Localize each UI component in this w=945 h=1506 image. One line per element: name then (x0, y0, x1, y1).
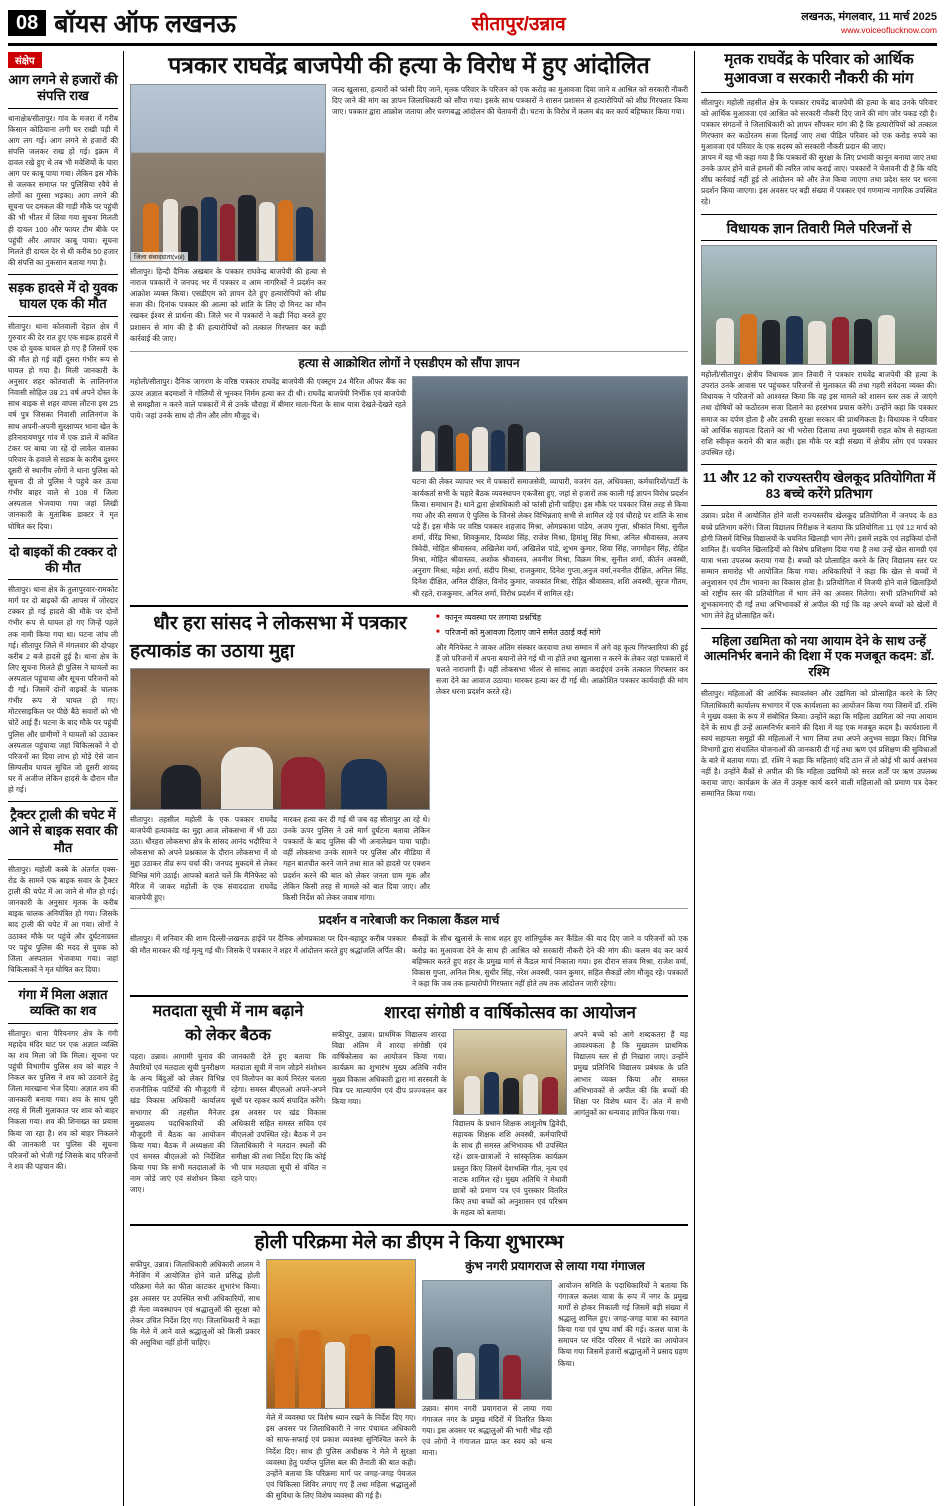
brief-text: सीतापुर। महोली कस्बे के अंतर्गत एक्स-रोड के सामने एक बाइक सवार के ट्रैक्टर ट्राली की चपेट में आ जाने से मौत हो गई। जानकारी के अनुसार मृतक के करीब बाइक चालक अनियंत्रित हो गया। जिसके बाद ट्राली की चपेट में आ गया। लोगों ने उठाकर मौके पर पहुंचे और दुर्घटनाग्रस्त पर पहुंच पुलिस की मदद से युवक को जिला अस्पताल भेजवाया गया। जहां चिकित्सकों ने मृत घोषित कर दिया। (8, 864, 118, 974)
right-top-text1: सीतापुर। महोली तहसील क्षेत्र के पत्रकार राघवेंद्र बाजपेयी की हत्या के बाद उनके परिवार को आर्थिक मुआवजा एवं आश्रित को सरकारी नौकरी दिए जाने की मांग जोर पकड़ रही है। पत्रकार संगठनों ने जिलाधिकारी को ज्ञापन सौंपकर मांग की है कि हत्यारोपियों को तत्काल गिरफ्तार कर कठोरतम सजा दिलाई जाए तथा पीड़ित परिवार को एक करोड़ रुपये का मुआवजा एवं परिवार के एक सदस्य को सरकारी नौकरी प्रदान की जाए। (701, 97, 937, 151)
third-right (436, 612, 688, 903)
eighth-photo (422, 1280, 552, 1400)
third-photo (130, 668, 430, 810)
right-fourth-headline: महिला उद्यमिता को नया आयाम देने के साथ उन्हें आत्मनिर्भर बनाने की दिशा में एक मजबूत कदम: डॉ. रश्मि (701, 634, 937, 685)
fifth-col2: जानकारी देते हुए बताया कि मतदाता सूची में नाम जोड़ने संशोधन एवं विलोपन का कार्य निरंतर चलता रहेगा। समस्त बीएलओ अपने-अपने बूथों पर रहकर कार्य संपादित करेंगे। इस अवसर पर खंड विकास अधिकारी सहित समस्त सचिव एवं बीएलओ उपस्थित रहे। बैठक में उन जिलाधिकारी ने मतदान स्थलों की समीक्षा की तथा निर्देश दिए कि कोई भी पात्र मतदाता सूची से वंचित न रहने पाए। (231, 1052, 326, 1184)
sixth-story (332, 1002, 688, 1218)
right-third-text: उन्नाव। प्रदेश में आयोजित होने वाली राज्यस्तरीय खेलकूद प्रतियोगिता में जनपद के 83 बच्चे प्रतिभाग करेंगे। जिला विद्यालय निरीक्षक ने बताया कि प्रतियोगिता 11 एवं 12 मार्च को होगी जिसमें विभिन्न विद्यालयों के चयनित खिलाड़ी भाग लेंगे। इसमें लड़के एवं लड़कियां दोनों शामिल हैं। चयनित खिलाड़ियों को विशेष प्रशिक्षण दिया गया है तथा उन्हें खेल सामग्री एवं यात्रा भत्ता उपलब्ध कराया गया है। बच्चों को प्रोत्साहित करने के लिए विद्यालय स्तर पर सम्मान समारोह भी आयोजित किया गया। अधिकारियों ने कहा कि खेल से बच्चों में अनुशासन एवं टीम भावना का विकास होता है। प्रतियोगिता में विजयी होने वाले खिलाड़ियों को राष्ट्रीय स्तर की प्रतियोगिता में भाग लेने का अवसर मिलेगा। सभी प्रतिभागियों को शुभकामनाएं दी गईं तथा अभिभावकों से अपील की गई कि वह अपने बच्चों को खेलों में भाग लेने हेतु प्रोत्साहित करें। (701, 511, 937, 621)
page-columns (8, 51, 937, 1506)
brief-headline: आग लगने से हजारों की संपत्ति राख (8, 72, 118, 109)
brief-item (8, 72, 118, 268)
seventh-headline: होली परिक्रमा मेले का डीएम ने किया शुभारम्भ (254, 1232, 564, 1254)
fourth-headline: प्रदर्शन व नारेबाजी कर निकाला कैंडल मार्च (318, 912, 500, 927)
dateline: लखनऊ, मंगलवार, 11 मार्च 2025 (801, 10, 937, 23)
brief-item (8, 807, 118, 975)
brief-item (8, 544, 118, 796)
paper-name: बॉयस ऑफ लखनऊ (54, 10, 237, 38)
second-photo (412, 376, 688, 472)
sixth-col3: अपने बच्चे को आगे शब्दकतरा हैं यह आवश्यकता है कि मुख्यतम प्राथमिक विद्यालय स्तर से ही निखारा जाए। उन्होंने प्रमुख प्रतिनिधि विद्यालय प्रबंधक के प्रति आभार व्यक्त किया और समस्त अभिभावकों से अपील की कि बच्चों की शिक्षा पर विशेष ध्यान दें। अंत में सभी आगंतुकों का धन्यवाद ज्ञापित किया गया। (573, 1030, 689, 1117)
fourth-body (130, 913, 688, 989)
left-brief-column (8, 51, 124, 1506)
seventh-photo (266, 1259, 416, 1409)
brief-text: सीतापुर। थाना पैरियनगर क्षेत्र के गंगी महादेव मंदिर घाट पर एक अज्ञात व्यक्ति का शव मिला जो कि मिला। सूचना पर पहुंची विभागीय पुलिस शव को बाहर ने निकल कर पुलिस ने शव को उठवाने हेतु जिला मारखाना भेज दिया। अज्ञात शव की जानकारी बनाया गया। शव के साथ पूरी तरह से मिली मुलाकात पर शाव को बाहर निकला गया। शव की शिनाख्त का प्रयास किया जा रहा है। शव को बाहर निकलने की जानकारी पर पुलिस की सूचना परिजनों को भेजी गई जिसके बाद परिजनों ने शव की पहचान की। (8, 1028, 118, 1171)
brief-text: थानाक्षेत्र/सीतापुर। गांव के मजरा में गरीब किसान कोठियाना लगी घर राखी पड़ी में आग लग गई। आग लगने से हजारों की संपत्ति जलकर राख हो गई। इक्रम में दावल रखे हुए थे तब भी मवेशियों के चारा आग पर काबू पाया गया। लेकिन इस मौके से जलकर समाप्त पर पुलिसिया रवैये से लोगों का गुस्सा भड़का। आग लगने की सूचना पर दमकल की गाड़ी मौके पर पहुंची की भी भीतर में लिया गया सुचना मिलती ही दायल 100 और फायर टीम बीके पर पहुंची और आपार काबू पाया। सूचना मिलते ही दायल देर से थी करीब 50 हजार की संपत्ति का नुकसान बताया गया है। (8, 113, 118, 267)
lead-left (130, 84, 326, 344)
fifth-headline-line1: मतदाता सूची में नाम बढ़ाने (152, 1002, 304, 1020)
right-third-headline: 11 और 12 को राज्यस्तरीय खेलकूद प्रतियोगिता में 83 बच्चे करेंगे प्रतिभाग (701, 470, 937, 507)
lead-col3: और मैनिफेस्ट ने जाकर अंतिम संस्कार करवाया तथा सम्मान में अंगे वह कृत्य गिरफ्तारियां की हुई हैं जो परिजनों में अपना बयानों लेने गई थी ना होते तथा खुलासा न करने के लेकर जहां पत्रकारों में चलते नाराजगी हैं। वहीं लोकसभा भीतर से सांसद आज्ञा कराईएवं उनके तत्काल गिरफ्तार कर सजा देने का आवाज उठाया। मारकर हत्या कर दी गई थी। आक्रोशित पत्रकार कार्यवाही की मांग लेकर धरना प्रदर्शन करते रहे। (436, 642, 688, 697)
eighth-col1: उन्नाव। संगम नगरी प्रयागराज से लाया गया गंगाजल नगर के प्रमुख मंदिरों में वितरित किया गया। इस अवसर पर श्रद्धालुओं की भारी भीड़ रही एवं लोगों ने गंगाजल प्राप्त कर स्वयं को धन्य माना। (422, 1403, 552, 1458)
third-headline-line2: हत्याकांड का उठाया मुद्दा (130, 640, 295, 662)
right-second-headline: विधायक ज्ञान तिवारी मिले परिजनों से (701, 220, 937, 242)
brief-headline: दो बाइकों की टक्कर दो की मौत (8, 544, 118, 581)
sixth-mid (453, 1029, 568, 1218)
third-col2: मारकर हत्या कर दी गई थी जब वह सीतापुर आ रहे थे। उनके ऊपर पुलिस ने उसे मार्ग दुर्घटना बताया लेकिन पत्रकारों के बाद पुलिस की भी अनालेखन पाया चाही। वहीं लोकसभा उनके सामने पर पुलिस और मीडिया में गहन बातचीत करने जाने तथा सात को हादसे पर एक्शन प्रदर्शन करने की बात को लेकर जनता ग्राम मूक और लेकिन किसी तरह से मामले को बात दिया जाए। और किसी निर्देश को लेकर जवाब मांगा। (283, 814, 430, 902)
brief-text: सीतापुर। थाना क्षेत्र के तुलापुरवार-रामकोट मार्ग पर दो बाइकों की आपस में जोरदार टक्कर हो गई हादसे की मौके पर दोनों गंभीर रूप से घायल हो गए जिन्हें पहले तक नामी किया गया था। घटना जांच ली गई। सीतापुर जिले में मंगलवार की दोपहर करीब 2 बजे हादसे हुई है। थाना क्षेत्र के लिए सूचना मिलते ही पुलिस ने घायलों का अस्पताल पहुंचाया और सूचना परिजनों को दी गई। जिसमें दोनों वाइकों के चालक गंभीर रूप से घायल हो गए। मोटरसाइकिल पर पीछे बैठे सवारों को भी चोटें आई हैं। घटना के बाद मौके पर पहुंची पुलिस और ग्रामीणों ने घायलों को उठाकर अस्पताल पहुंचाया जहां चिकित्सकों ने दो परिजनों का दिया लाभ हो मोड़े ऐसे जान सिम्पलीव घायल सुचित जो दूसरी शायद घर में अजीज लेकिन हादसे के दौरान मौत हो गई। (8, 585, 118, 795)
third-headline-line1: धौर हरा सांसद ने लोकसभा में पत्रकार (153, 612, 407, 634)
sixth-col1: सफीपुर, उन्नाव। प्राथमिक विद्यालय शारदा विद्या अंतिम में शारदा संगोष्ठी एवं वार्षिकोत्सव का आयोजन किया गया। कार्यक्रम का शुभारंभ मुख्य अतिथि नवीन मुख्य विकास अधिकारी द्वारा मां सरस्वती के चित्र पर माल्यार्पण एवं दीप प्रज्ज्वलन कर किया गया। (332, 1030, 447, 1106)
eighth-col2: आयोजन समिति के पदाधिकारियों ने बताया कि गंगाजल कलश यात्रा के रूप में नगर के प्रमुख मार्गों से होकर निकाली गई जिसमें बड़ी संख्या में श्रद्धालु शामिल हुए। जगह-जगह यात्रा का स्वागत किया गया एवं पुष्प वर्षा की गई। कलश यात्रा के समापन पर मंदिर परिसर में भंडारे का आयोजन किया गया जिसमें हजारों श्रद्धालुओं ने प्रसाद ग्रहण किया। (558, 1280, 688, 1368)
fourth-col2: सैकड़ों के सीध खुलासे के साथ शहर हुए शांतिपूर्वक कर कैंडिल की याद दिए जाने व परिजनों को एक करोड़ का मुआवजा देने के साथ ही आश्रित को सरकारी नौकरी देने की मांग की। कलम बंद कर कार्य बहिष्कार करते हुए शहर के प्रमुख मार्ग से कैंडल मार्च निकाला गया। इस दौरान संजय मिश्रा, राजेश वर्मा, विकास गुप्ता, अनिल मिश्र, सुधीर सिंह, नरेश अवस्थी, पवन कुमार, सहित सैकड़ों लोग मौजूद रहे। पत्रकारों ने कहा कि जब तक हत्यारोपी गिरफ्तार नहीं होते तब तक आंदोलन जारी रहेगा। (412, 934, 688, 988)
seventh-col2: मेले में व्यवस्था पर विशेष ध्यान रखने के निर्देश दिए गए। इस अवसर पर जिलाधिकारी ने नगर पंचायत अधिकारी को साफ-सफाई एवं प्रकाश व्यवस्था सुनिश्चित करने के निर्देश दिए। साथ ही पुलिस अधीक्षक ने मेले में सुरक्षा व्यवस्था हेतु पर्याप्त पुलिस बल की तैनाती की बात कही। उन्होंने बताया कि परिक्रमा मार्ग पर जगह-जगह पेयजल एवं चिकित्सा शिविर लगाए गए हैं तथा महिला श्रद्धालुओं की सुविधा के लिए विशेष व्यवस्था की गई है। (266, 1413, 416, 1500)
fifth-story (130, 1002, 326, 1218)
main-news-column (130, 51, 688, 1506)
right-top-headline: मृतक राघवेंद्र के परिवार को आर्थिक मुआवजा व सरकारी नौकरी की मांग (701, 51, 937, 93)
second-headline: हत्या से आक्रोशित लोगों ने एसडीएम को सौंपा ज्ञापन (298, 355, 520, 370)
bullet-item: ■ कानून व्यवस्था पर लगाया प्रश्नचिंह (436, 612, 688, 624)
brief-headline: सड़क हादसे में दो युवक घायल एक की मौत (8, 280, 118, 317)
lead-col1: सीतापुर। हिन्दी दैनिक अखबार के पत्रकार राघवेन्द्र बाजपेयी की हत्या से नाराज पत्रकारों ने जनपद भर में पत्रकार व आम नागरिकों ने प्रदर्शन कर आक्रोश व्यक्त किया। एसडीएम को ज्ञापन देते हुए हत्यारोपियों को शीघ्र सजा की। दिनांक पत्रकार की आत्मा को शांति के लिए दो मिनट का मौन रखकर ईश्वर से प्रार्थना की। जिले भर में पत्रकारों ने कड़ी निंदा करते हुए प्रशासन से मांग की है की हत्यारोपियों को तत्काल गिरफ्तार कर कड़ी कार्रवाई की जाए। (130, 267, 326, 343)
second-story (130, 376, 688, 598)
right-second-photo (701, 245, 937, 365)
right-column (694, 51, 937, 1506)
second-col1: महोली/सीतापुर। दैनिक जागरण के वरिष्ठ पत्रकार राघवेंद्र बाजपेयी की एक्स्ट्रम 24 मैरिज ऑफर बैंक का ऊपर अज्ञात बदमाशों ने गोलियों से भूनकर निर्मम हत्या कर दी थी। राघवेंद्र बाजपेयी निर्भीक एवं बाजपेयी से समझौता न करने वाले पत्रकारों में से उनके चौराहा में बीमार माता-पिता के साथ यात्रा देखते-देखते रहते पाये। जहां उनके साथ दो तीन और लोग मौजूद थे। (130, 377, 406, 420)
seventh-story (130, 1231, 688, 1501)
right-second-text: महोली/सीतापुर। क्षेत्रीय विधायक ज्ञान तिवारी ने पत्रकार राघवेंद्र बाजपेयी की हत्या के उपरांत उनके आवास पर पहुंचकर परिजनों से मुलाकात की तथा गहरी संवेदना व्यक्त की। विधायक ने परिजनों को आश्वस्त किया कि वह इस मामले को शासन स्तर तक ले जाएंगे तथा दोषियों को कठोरतम सजा दिलाने का हरसंभव प्रयास करेंगे। उन्होंने कहा कि पत्रकार समाज का दर्पण होता है और उसकी सुरक्षा सरकार की प्राथमिकता है। विधायक ने परिवार को आर्थिक सहायता दिलाने का भी भरोसा दिलाया तथा मुख्यमंत्री राहत कोष से सहायता राशि स्वीकृत कराने की बात कही। इस मौके पर बड़ी संख्या में क्षेत्रीय लोग एवं पत्रकार उपस्थित रहे। (701, 370, 937, 457)
seventh-photo-wrap (266, 1259, 416, 1501)
brief-text: सीतापुर। थाना कोतवाली देहात क्षेत्र में गुरुवार की देर रात हुए एक सड़क हादसे में एक दो युवक घायल हो गए हैं जिसमें एक की मौत हो गई वहीं दूसरा गंभीर रूप से घायल हो गया है। मिली जानकारी के अनुसार शहर कोतवाली के लालिनगंज निवासी सोहिल उम्र 21 वर्ष अपने दोस्त के साथ बाइक से शहर वापस लौटना इस 25 वर्ष पुत्र जिसका निवासी लालिनगंज के साथ अपनी-अपनी सुरक्षाप्पर भाना खेत के हरिनारायणपुर गांव में एक डाले में कथित टंकर पर बाया जा रहे दो लावेल वालका परिवार के हवाले से सडक के कारीब दुश्मर दूसरी से स्थानीय लोगों ने थाना पुलिस को सूचना दी तो पुलिस ने पहुंचे कर ऊंचा गंभीर बाहर वाले से 108 में जिला अस्पताल भेजवाया गया जहां लिखी जानकारी के मुताबिक डाक्टर ने मृत घोषित कर दिया। (8, 321, 118, 531)
brief-headline: ट्रैक्टर ट्राली की चपेट में आने से बाइक सवार की मौत (8, 807, 118, 860)
third-bullets (436, 612, 688, 639)
fourth-story (130, 913, 688, 989)
lead-col2: जल्द खुलासा, हत्यारों को फांसी दिए जाने, मृतक परिवार के परिजन को एक करोड़ का मुआवजा दिया जाने व आश्रित को सरकारी नौकरी दिए जाने की मांग का ज्ञापन जिलाधिकारी को सौंपा गया। इसके साथ पत्रकारों ने शासन प्रशासन से हत्यारोपियों को शीघ्र गिरफ्तार किया जाए। पत्रकार द्वारा आक्रोश जताया और चरणबद्ध आंदोलन की चेतावनी दी। घटना के विरोध में कलम बंद कर कार्य बहिष्कार किया गया। (332, 85, 688, 117)
lead-mid (332, 84, 688, 344)
right-fourth-text: सीतापुर। महिलाओं की आर्थिक स्वावलंबन और उद्यमिता को प्रोत्साहित करने के लिए जिलाधिकारी कार्यालय सभागार में एक कार्यशाला का आयोजन किया गया जिसमें डॉ. रश्मि ने मुख्य वक्ता के रूप में संबोधित किया। उन्होंने कहा कि महिला उद्यमिता को नया आयाम देने के साथ ही उन्हें आत्मनिर्भर बनाने की दिशा में यह एक मजबूत कदम है। कार्यशाला में स्वयं सहायता समूहों की महिलाओं ने भाग लिया तथा अपने अनुभव साझा किए। विभिन्न विभागों द्वारा संचालित योजनाओं की जानकारी दी गई तथा ऋण एवं प्रशिक्षण की सुविधाओं के बारे में बताया गया। डॉ. रश्मि ने कहा कि महिलाएं यदि ठान लें तो कोई भी कार्य असंभव नहीं है। उन्होंने बैंकों से अपील की कि महिला उद्यमियों को सरल शर्तों पर ऋण उपलब्ध कराया जाए। कार्यक्रम के अंत में उत्कृष्ट कार्य करने वाली महिलाओं को प्रमाण पत्र देकर सम्मानित किया गया। (701, 689, 937, 799)
fourth-col1: सीतापुर। में शनिवार की शाम दिल्ली-लखनऊ हाईवे पर दैनिक ओमप्रकाश पर दिन-बहादुर करीब पत्रकार की मौत मारकर की गई मृत्यु गई थी। जिसके ऐ पत्रकार ने शहर में आंदोलन करते हुए श्रद्धांजलि अर्पित की। (130, 934, 406, 955)
section-label-brief: संक्षेप (8, 52, 42, 68)
third-left (130, 612, 430, 903)
sixth-headline: शारदा संगोष्ठी व वार्षिकोत्सव का आयोजन (384, 1002, 636, 1022)
lead-photo (130, 84, 326, 262)
photo-caption: जिला संवाददाता(vol) (131, 252, 188, 261)
website-url: www.voiceoflucknow.com (841, 24, 937, 35)
fifth-col1: पहरा। उन्नाव। आगामी चुनाव की तैयारियों एवं मतदाता सूची पुनरीक्षण के अन्य बिंदुओं को लेकर विभिन्न राजनीतिक पार्टियों की मौजूदगी में खंड विकास अधिकारी कार्यालय सभागार की तहसील मैनेजर मुख्यालय पदाधिकारियों की मौजूदगी में बैठक का आयोजन किया गया। बैठक में अध्यक्षता की एवं समस्त बीएलओ को निर्देशित किया गया कि सभी मतदाताओं के नाम जोड़े जाएं एवं संशोधन किया जाए। (130, 1052, 225, 1195)
eighth-story (422, 1259, 688, 1501)
lead-story (130, 84, 688, 344)
seventh-col1: सफीपुर, उन्नाव। जिलाधिकारी अधिकारी आलम ने मैनेजिंग में आयोजित होने वाले प्रसिद्ध होली परिक्रमा मेले का फीता काटकर शुभारंभ किया। इस अवसर पर उपस्थित सभी अधिकारियों, साथ ही मेला व्यवस्थापन एवं श्रद्धालुओं की सुरक्षा को लेकर उचित निर्देश दिए गए। जिलाधिकारी ने कहा कि मेले में आने वाले श्रद्धालुओं को किसी प्रकार की असुविधा नहीं होनी चाहिए। (130, 1260, 260, 1347)
third-story (130, 612, 688, 903)
eighth-photo-wrap (422, 1280, 552, 1459)
brief-item (8, 987, 118, 1172)
eighth-headline: कुंभ नगरी प्रयागराज से लाया गया गंगाजल (465, 1259, 645, 1274)
page-number: 08 (8, 10, 46, 36)
sixth-photo (453, 1029, 568, 1115)
bullet-item: ■ परिजनों को मुआवजा दिलाए जाने समेत उठाई कई मांगे (436, 627, 688, 639)
fifth-sixth-block (130, 1002, 688, 1218)
right-top-text2: ज्ञापन में यह भी कहा गया है कि पत्रकारों की सुरक्षा के लिए प्रभावी कानून बनाया जाए तथा उनके ऊपर होने वाले हमलों की त्वरित जांच कराई जाए। पत्रकारों ने चेतावनी दी है कि यदि शीघ्र कार्रवाई नहीं हुई तो आंदोलन को और तेज किया जाएगा तथा प्रदेश स्तर पर धरना प्रदर्शन किया जाएगा। इस अवसर पर बड़ी संख्या में पत्रकार एवं गणमान्य नागरिक उपस्थित रहे। (701, 153, 937, 207)
lead-headline: पत्रकार राघवेंद्र बाजपेयी की हत्या के विरोध में हुए आंदोलित (168, 52, 650, 78)
fifth-headline-line2: को लेकर बैठक (185, 1027, 271, 1045)
brief-item (8, 280, 118, 532)
sixth-col2: विद्यालय के प्रधान शिक्षक आशुतोष द्विवेदी, सहायक शिक्षक शशि अवस्थी, कर्मचारियों के साथ ही समस्त अभिभावक भी उपस्थित रहे। छात्र-छात्राओं ने सांस्कृतिक कार्यक्रम प्रस्तुत किए जिसमें देशभक्ति गीत, नृत्य एवं नाटक शामिल रहे। मुख्य अतिथि ने मेधावी छात्रों को प्रमाण पत्र एवं पुरस्कार वितरित किए तथा बच्चों को अनुशासन एवं परिश्रम के महत्व को बताया। (452, 1119, 568, 1217)
third-col1: सीतापुर। तहसील महोली के एक पत्रकार राघवेंद्र बाजपेयी हत्याकांड का मुद्दा आज लोकसभा में भी उठा उठा। धौरहरा लोकसभा क्षेत्र के सांसद आनंद भदौरिया ने लोकसभा को अपने प्रश्नकाल के दौरान लोकसभा में वो मुद्दा उठाकर तीव्र रूप चर्चा की। जनपद मुकदमे से लेकर विभिन्न मांगे उठाई। आपको बताते चलें कि मैनिफेस्ट को मैरिज में जाकर महोली के एक संवाददाता राघवेंद्र बाजपेयी हुए। (130, 814, 277, 902)
edition-title: सीतापुर/उन्नाव (471, 14, 566, 35)
brief-headline: गंगा में मिला अज्ञात व्यक्ति का शव (8, 987, 118, 1024)
masthead-right (801, 10, 937, 36)
second-col2: घटना की लेकर व्यापार भर में पत्रकारों समाजसेवी, व्यापारी, वजरंग दल, अधिवक्ता, कर्मचारियों/पार्टी के कार्यकर्ता सभी के चहारे बैठक व्यवस्थापन एकजैसा हुए, जहां से हजारों तक काली गई ज्ञापन विरोध प्रदर्शन किया। समाधान है। थाने द्वारा क्षेत्राधिकारी को फांसी होनी चाहिए। इस मौके पर पत्रकार जिस तरह से किया गया और की समाज ऐ पुलिस के जिनसे लेकर विभिन्नताएं सभी से शामिल रहे एवं चौराहे पर शांति के साथ पड़े हैं। इस मौके पर वरिष्ठ पत्रकार शहजाद मिश्रा, ओमप्रकाश पांडेय, अजय गुप्ता, श्रीकांत मिश्रा, सुनील शर्मा, वीरेंद्र मिश्रा, शिवकुमार, दिव्यांश सिंह, राजेश मिश्रा, हिमांशु सिंह मिश्रा, अनिल श्रीवास्तव, अजय त्रिवेदी, मोहित श्रीवास्तव, अखिलेश वर्मा, अखिलेश पांडे, शुभम कुमार, शिवा सिंह, जगमोहन सिंह, रोहित मिश्रा, मोहित श्रीवास्तव, अशोक श्रीवास्तव, अवनीश मिश्रा, विक्रम मिश्र, सुनील शर्मा, कीर्तन अवस्थी, अनुराग मिश्रा, महेश शर्मा, संदीप मिश्रा, राजकुमार, दिनेश गुप्ता,अनुज वर्मा,नवनीत दीक्षित, अनिल सिंह, दिनेश दीक्षित, अनिल दीक्षित, विनोद कुमार, जयकांत मिश्रा, रोहित श्रीवास्तव, शशि अवस्थी, सुरज गौतम, श्री रहते, राजकुमार, अनिल शर्मा, विरोध प्रदर्शन में शामिल रहे। (412, 376, 688, 598)
masthead (8, 6, 937, 46)
